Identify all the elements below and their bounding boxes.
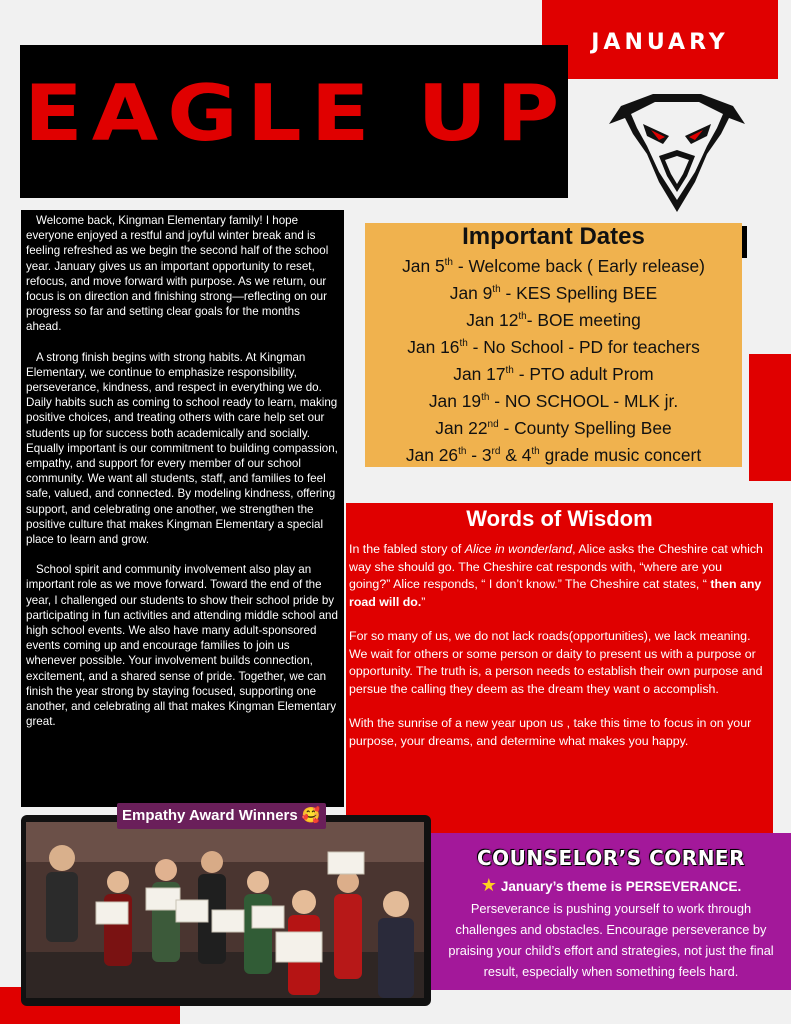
- letter-paragraph: A strong finish begins with strong habits. At Kingman Elementary, we continue to emphasize responsibility, perseverance, kindness, and respect in everything we do. Daily habits such as coming to school ready to learn, making positive choices, and treating others with care help set our students up for success both academically and socially. Equally important is our commitment to building compassion, empathy, and support for every member of our school community. We want all students, staff, and families to feel safe, valued, and connected. By modeling kindness, offering support, and celebrating one another, we strengthen the positive culture that makes Kingman Elementary a special place to learn and grow.: [26, 350, 338, 547]
- important-dates-box: [365, 223, 742, 467]
- date-item: Jan 19th - NO SCHOOL - MLK jr.: [428, 390, 679, 411]
- title-banner: [20, 45, 568, 198]
- wisdom-paragraph: For so many of us, we do not lack roads(opportunities), we lack meaning. We wait for others or some person or daity to present us with a purpose or opportunity. The truth is, a person needs to establish their own purpose and persue the calling they deem as the dream they want o accomplish.: [349, 629, 763, 696]
- wisdom-paragraph: With the sunrise of a new year upon us , take this time to focus in on your purpose, your dreams, and determine what makes you happy.: [349, 716, 752, 748]
- empathy-award-label: Empathy Award Winners 🥰: [117, 803, 326, 829]
- wisdom-paragraph: In the fabled story of Alice in wonderland, Alice asks the Cheshire cat which way she should go. The Cheshire cat responds with, “where are you going?” Alice responds, “ I don’t know.” The Cheshire cat states, “ then any road will do.”: [349, 542, 763, 609]
- newsletter-title: EAGLE UP: [24, 68, 569, 159]
- date-item: Jan 26th - 3rd & 4th grade music concert: [405, 444, 702, 465]
- date-item: Jan 5th - Welcome back ( Early release): [402, 255, 705, 276]
- empathy-award-photo: [26, 822, 424, 998]
- date-item: Jan 9th - KES Spelling BEE: [449, 282, 658, 303]
- wisdom-heading: Words of Wisdom: [466, 506, 653, 531]
- month-banner: [542, 0, 778, 79]
- date-item: Jan 12th- BOE meeting: [466, 309, 641, 330]
- smile-emoji-icon: 🥰: [301, 807, 321, 824]
- dates-heading: Important Dates: [462, 223, 645, 250]
- counselors-corner-box: [431, 833, 791, 990]
- counselor-heading: COUNSELOR’S CORNER: [476, 846, 745, 870]
- letter-paragraph: School spirit and community involvement also play an important role as we move forward. Toward the end of the year, I challenged our students to show their school pride by participating in fun activities and attending middle school and high school events. We also have many adult-sponsored events coming up and encourage families to join us whenever possible. Your involvement builds connection, excitement, and a shared sense of pride. Together, we can finish the year strong by staying focused, supporting one another, and celebrating all that makes Kingman Elementary great.: [26, 563, 338, 729]
- month-label: JANUARY: [591, 30, 729, 55]
- counselor-description: Perseverance is pushing yourself to work through challenges and obstacles. Encourage perseverance by praising your child’s effort and strategies, not just the final result, especially when something feels hard.: [448, 901, 774, 979]
- date-item: Jan 22nd - County Spelling Bee: [435, 417, 672, 438]
- date-item: Jan 16th - No School - PD for teachers: [407, 336, 700, 357]
- monthly-theme: ★ January’s theme is PERSEVERANCE.: [480, 875, 742, 895]
- date-item: Jan 17th - PTO adult Prom: [453, 363, 654, 384]
- principal-letter: [21, 210, 344, 807]
- accent-bar: [749, 354, 791, 481]
- eagle-head-logo: [603, 84, 751, 216]
- words-of-wisdom-box: [346, 503, 773, 833]
- star-icon: ★: [480, 875, 497, 895]
- letter-paragraph: Welcome back, Kingman Elementary family! I hope everyone enjoyed a restful and joyful winter break and is feeling refreshed as we begin the second half of the school year. January gives us an important opportunity to reset, refocus, and move forward with purpose. As we return, our focus is on direction and finishing strong—reflecting on our progress so far and setting clear goals for the months ahead.: [26, 214, 329, 334]
